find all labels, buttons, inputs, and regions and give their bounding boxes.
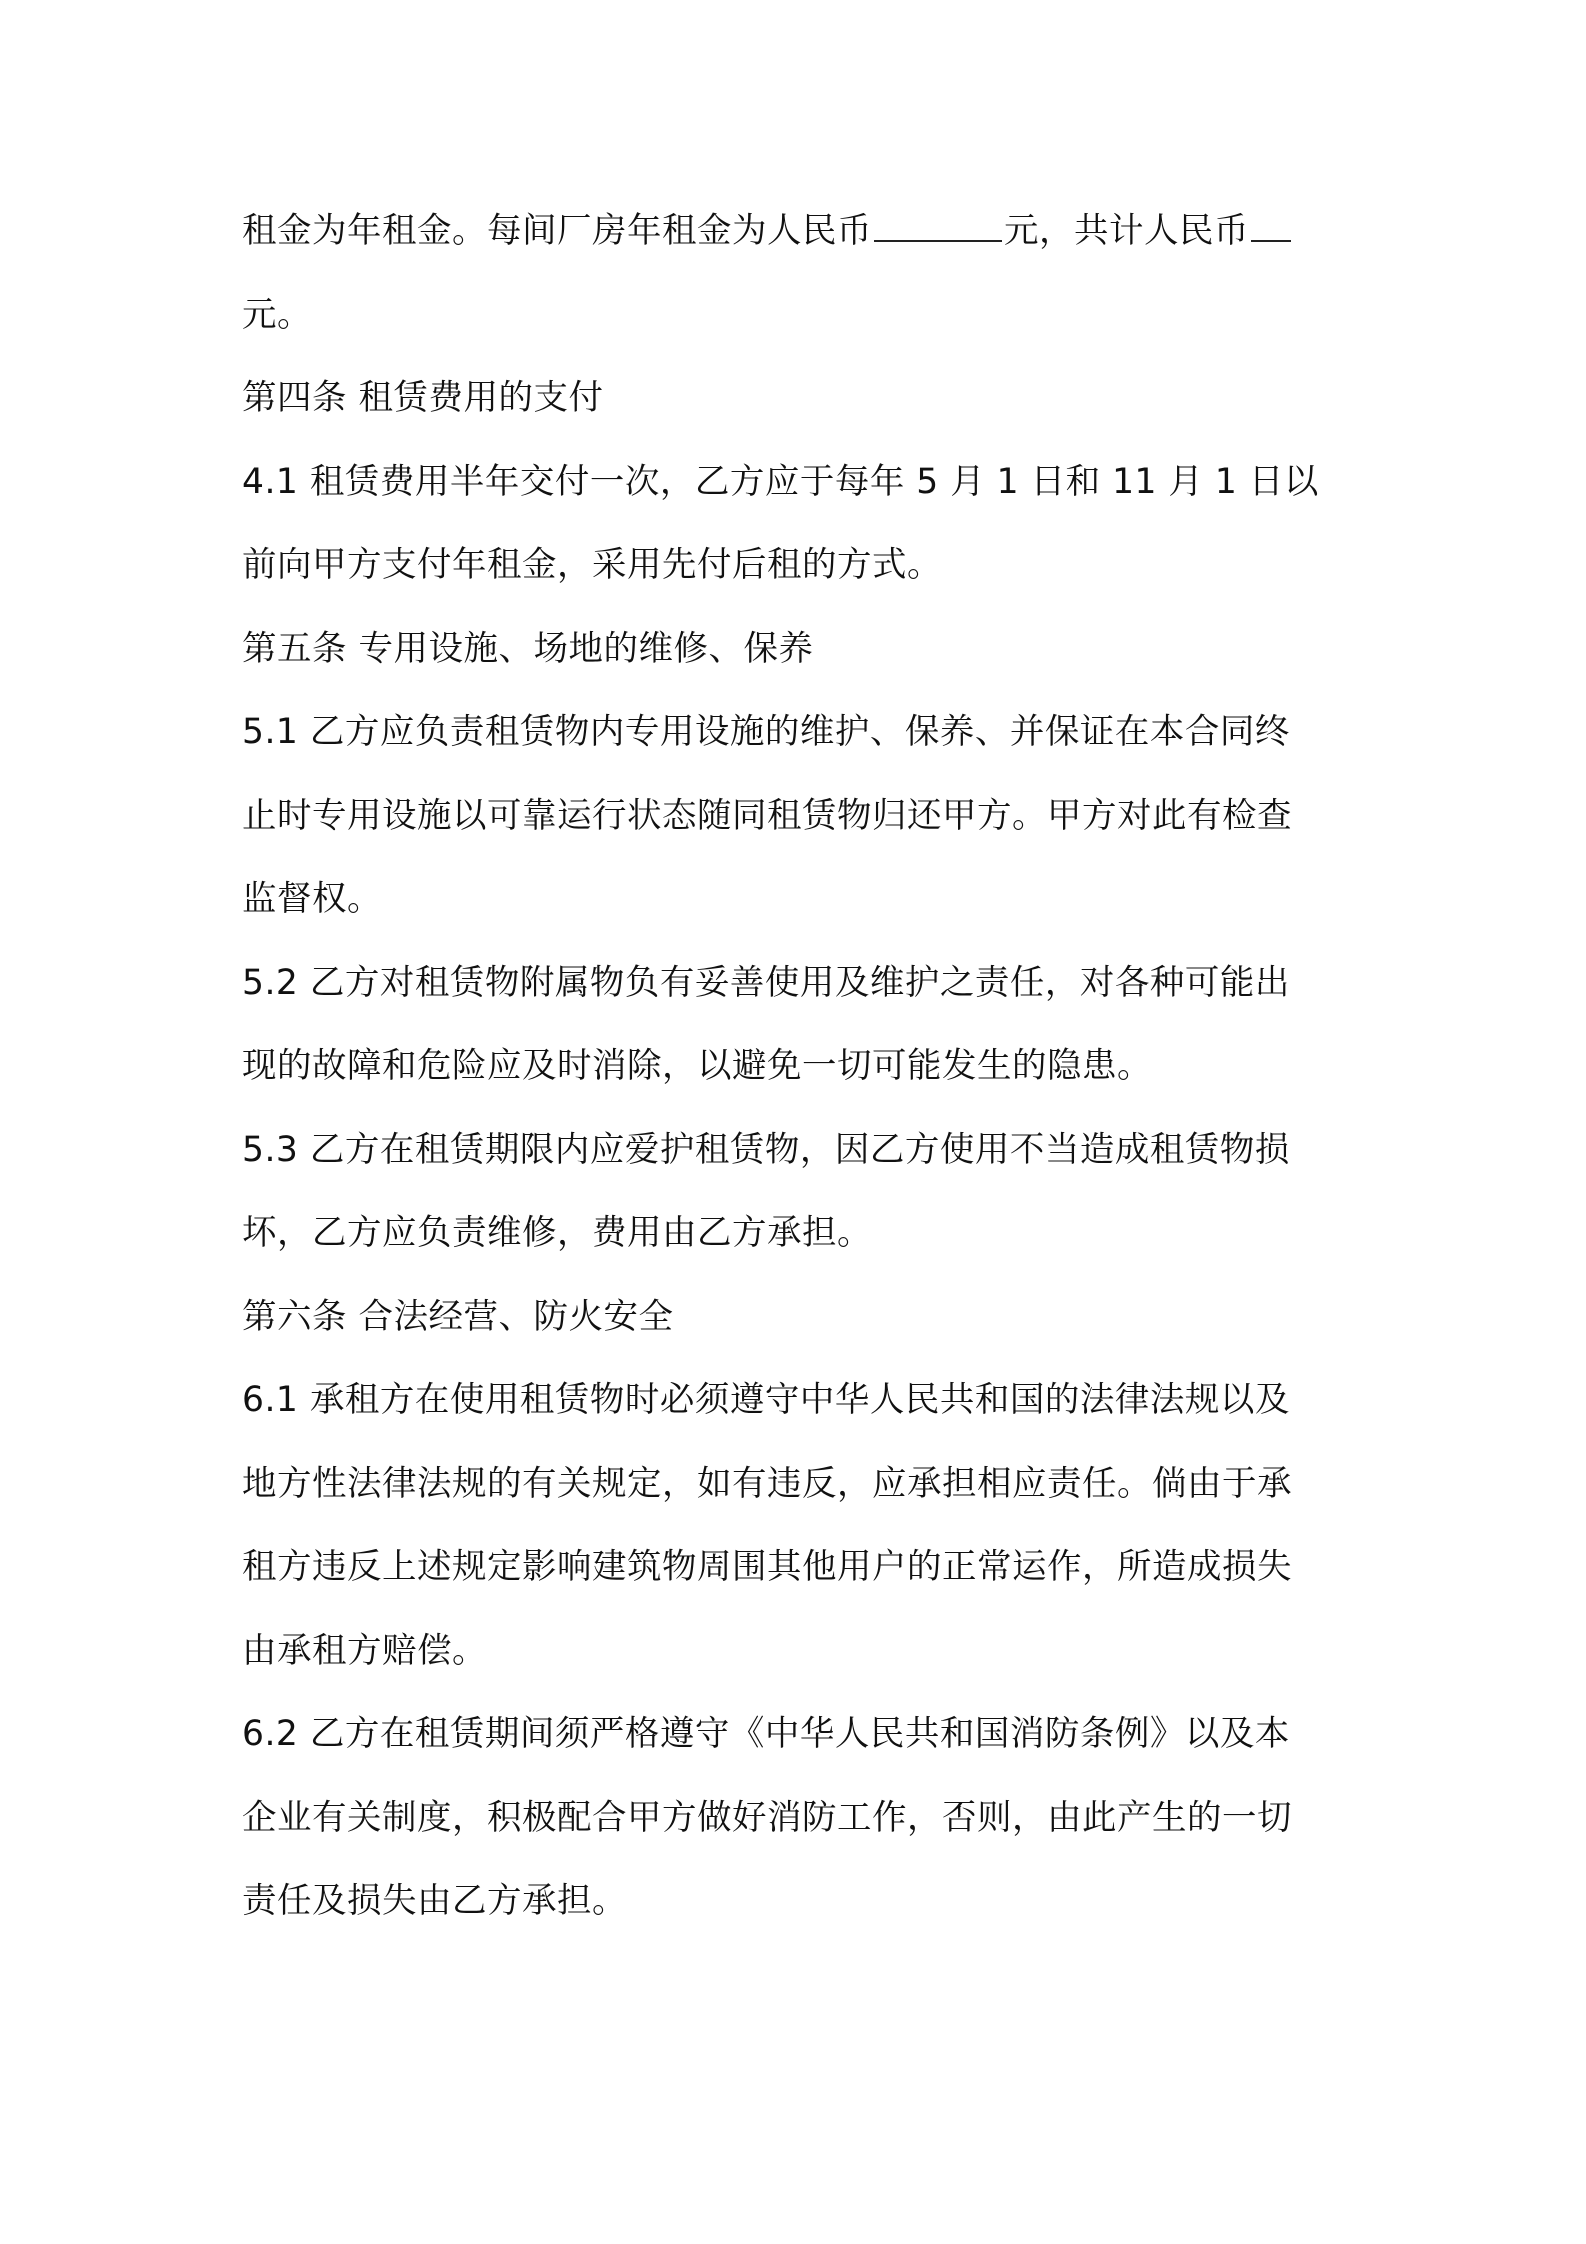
text-line: 止时专用设施以可靠运行状态随同租赁物归还甲方。甲方对此有检查 bbox=[242, 795, 1292, 836]
text-line: 租方违反上述规定影响建筑物周围其他用户的正常运作，所造成损失 bbox=[242, 1547, 1292, 1587]
text-line: 企业有关制度，积极配合甲方做好消防工作，否则，由此产生的一切 bbox=[242, 1797, 1292, 1838]
text-segment: 租金为年租金。每间厂房年租金为人民币 bbox=[242, 211, 872, 251]
section-heading: 第六条 合法经营、防火安全 bbox=[242, 1296, 674, 1337]
text-line: 前向甲方支付年租金，采用先付后租的方式。 bbox=[242, 545, 942, 585]
text-line: 6.2 乙方在租赁期间须严格遵守《中华人民共和国消防条例》以及本 bbox=[242, 1714, 1290, 1754]
section-heading: 第五条 专用设施、场地的维修、保养 bbox=[242, 628, 814, 669]
text-segment: 元，共计人民币 bbox=[1004, 211, 1249, 251]
section-heading: 第四条 租赁费用的支付 bbox=[242, 378, 604, 418]
text-line: 坏，乙方应负责维修，费用由乙方承担。 bbox=[242, 1213, 872, 1253]
text-line: 4.1 租赁费用半年交付一次，乙方应于每年 5 月 1 日和 11 月 1 日以 bbox=[242, 461, 1319, 502]
text-line: 责任及损失由乙方承担。 bbox=[242, 1881, 627, 1921]
text-line: 5.3 乙方在租赁期限内应爱护租赁物，因乙方使用不当造成租赁物损 bbox=[242, 1129, 1290, 1170]
text-line bbox=[242, 200, 1352, 284]
blank-field bbox=[1251, 208, 1291, 242]
text-line: 6.1 承租方在使用租赁物时必须遵守中华人民共和国的法律法规以及 bbox=[242, 1380, 1290, 1420]
text-line: 由承租方赔偿。 bbox=[242, 1630, 487, 1671]
blank-field bbox=[874, 208, 1002, 242]
document-page bbox=[242, 200, 1352, 1954]
text-line: 元。 bbox=[242, 294, 312, 335]
text-line: 监督权。 bbox=[242, 879, 382, 919]
text-line: 5.2 乙方对租赁物附属物负有妥善使用及维护之责任，对各种可能出 bbox=[242, 962, 1290, 1003]
text-line: 5.1 乙方应负责租赁物内专用设施的维护、保养、并保证在本合同终 bbox=[242, 712, 1290, 752]
text-line: 现的故障和危险应及时消除，以避免一切可能发生的隐患。 bbox=[242, 1046, 1152, 1086]
text-line: 地方性法律法规的有关规定，如有违反，应承担相应责任。倘由于承 bbox=[242, 1463, 1292, 1504]
